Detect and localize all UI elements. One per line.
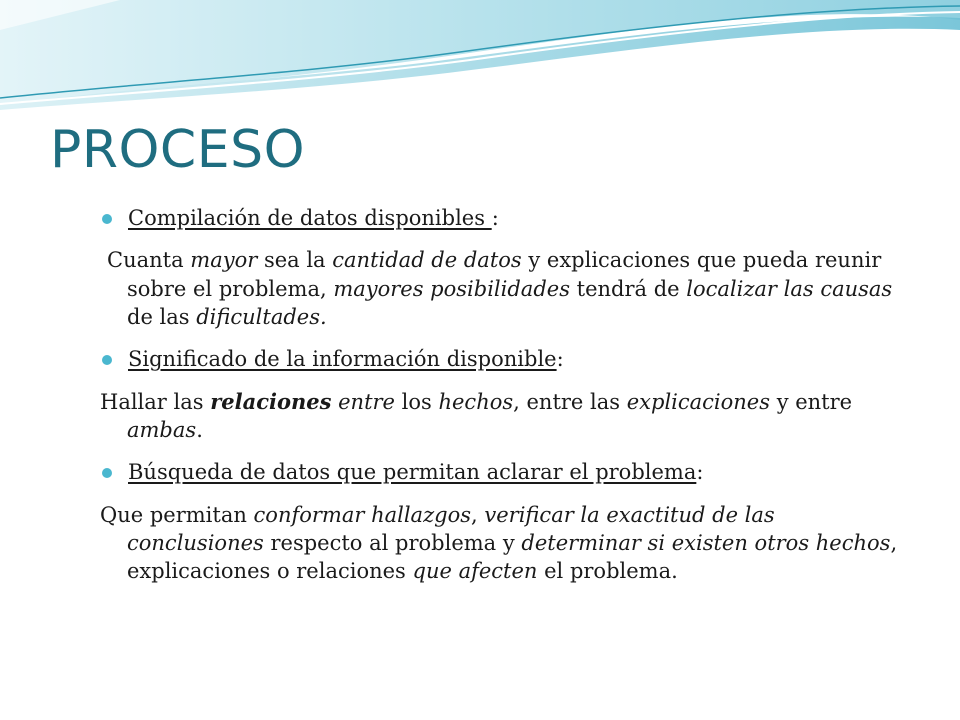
slide-content [100,204,910,600]
slide-title: PROCESO [50,120,306,180]
heading-colon: : [556,347,564,372]
text-run: conformar hallazgos [253,502,472,527]
heading-colon: : [491,206,499,230]
text-run: . [196,418,203,443]
text-run: cantidad de datos [332,248,522,273]
text-run: , explicaciones o relaciones [127,531,898,584]
text-run: , entre las [513,389,627,414]
text-run: sea la [257,248,333,273]
text-run: dificultades. [196,305,327,330]
bullet-heading: Significado de la información disponible [128,347,557,372]
text-run: mayores posibilidades [333,276,570,301]
decorative-wave-header [0,0,960,115]
text-run: el problema. [537,559,678,584]
bullet-heading: Búsqueda de datos que permitan aclarar el problema [128,460,697,485]
text-run: mayor [190,248,258,273]
text-run: los [394,389,439,414]
paragraph-compilacion [100,246,910,331]
text-run: que afecten [412,559,538,584]
text-run: y explicaciones que pueda reunir sobre el problema, [127,248,882,301]
text-run: relaciones [210,388,332,414]
text-run: respecto al problema y [263,531,522,556]
paragraph-significado [100,388,910,445]
bullet-busqueda [100,458,910,486]
heading-colon: : [696,460,704,485]
paragraph-busqueda [100,501,910,586]
text-run: determinar si existen otros hechos [521,531,891,556]
text-run: , [471,502,485,527]
text-run: hechos [438,389,514,414]
text-run: entre [338,389,395,414]
bullet-compilacion [100,204,910,232]
text-run: de las [127,305,197,330]
bullet-heading: Compilación de datos disponibles [128,206,492,230]
text-run: ambas [127,418,197,443]
text-run: Que permitan [100,502,254,527]
text-run: y entre [770,389,853,414]
text-run: Cuanta [107,248,191,273]
text-run: verificar la exactitud de las conclusiones [127,502,775,556]
bullet-significado [100,345,910,373]
text-run: Hallar las [100,389,211,414]
text-run: tendrá de [569,276,687,301]
text-run: localizar las causas [686,276,893,301]
text-run: explicaciones [626,389,771,414]
